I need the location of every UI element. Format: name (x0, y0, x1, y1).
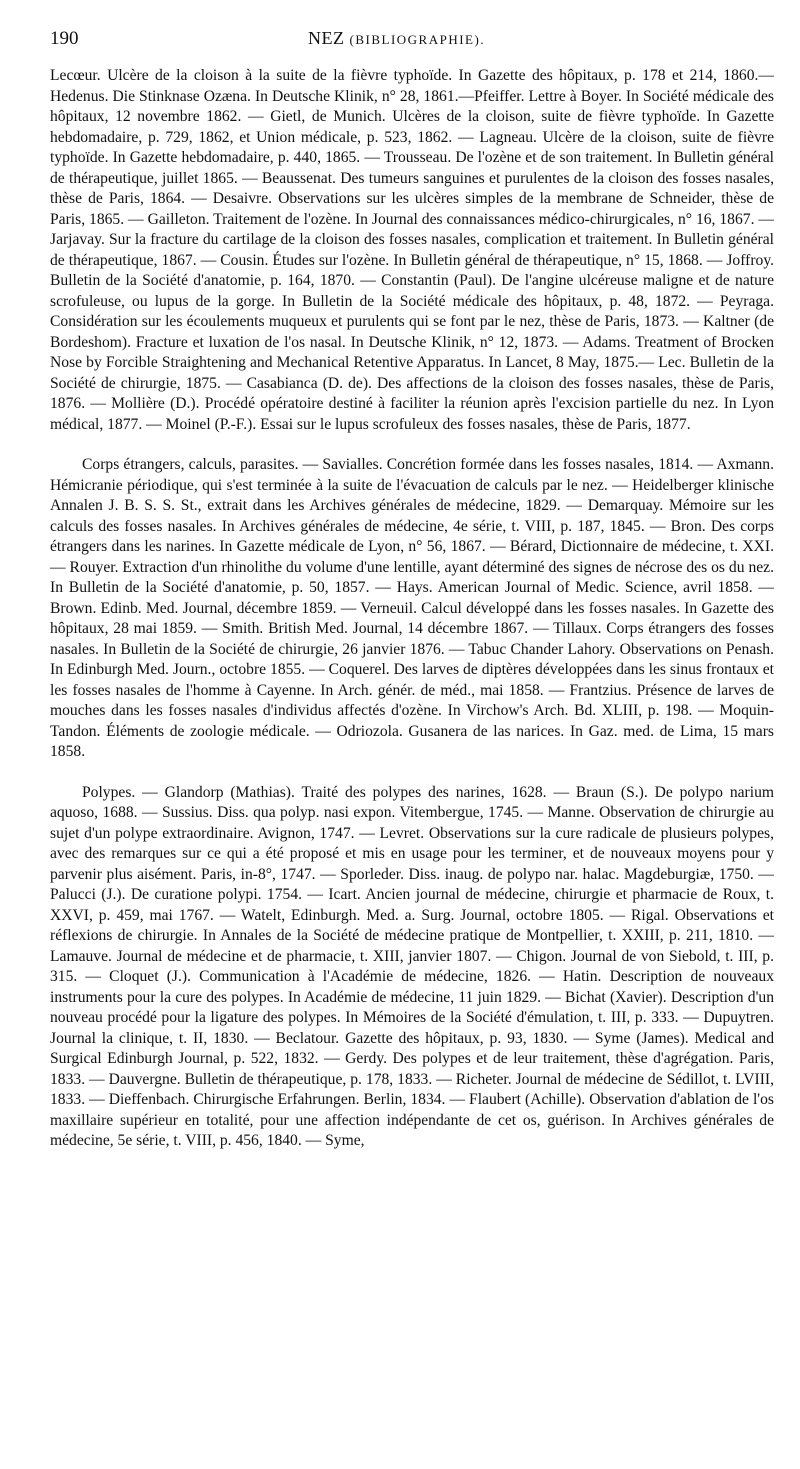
bibliography-paragraph-ulcers: Lecœur. Ulcère de la cloison à la suite de la fièvre typhoïde. In Gazette des hôpitaux, p. 178 et 214, 1860.—Hedenus. Die Stinknase Ozæna. In Deutsche Klinik, n° 28, 1861.—Pfeiffer. Lettre à Boyer. In Société médicale des hôpitaux, 12 novembre 1862. — Gietl, de Munich. Ulcères de la cloison, suite de fièvre typhoïde. In Gazette hebdomadaire, p. 729, 1862, et Union médicale, p. 523, 1862. — Lagneau. Ulcère de la cloison, suite de fièvre typhoïde. In Gazette hebdomadaire, p. 440, 1865. — Trousseau. De l'ozène et de son traitement. In Bulletin général de thérapeutique, juillet 1865. — Beaussenat. Des tumeurs sanguines et purulentes de la cloison des fosses nasales, thèse de Paris, 1864. — Desaivre. Observations sur les ulcères simples de la membrane de Schneider, thèse de Paris, 1865. — Gailleton. Traitement de l'ozène. In Journal des connaissances médico-chirurgicales, n° 16, 1867. — Jarjavay. Sur la fracture du cartilage de la cloison des fosses nasales, complication et traitement. In Bulletin général de thérapeutique, 1867. — Cousin. Études sur l'ozène. In Bulletin général de thérapeutique, n° 15, 1868. — Joffroy. Bulletin de la Société d'anatomie, p. 164, 1870. — Constantin (Paul). De l'angine ulcéreuse maligne et de nature scrofuleuse, ou lupus de la gorge. In Bulletin de la Société médicale des hôpitaux, p. 48, 1872. — Peyraga. Considération sur les écoulements muqueux et purulents qui se font par le nez, thèse de Paris, 1873. — Kaltner (de Bordeshom). Fracture et luxation de l'os nasal. In Deutsche Klinik, n° 12, 1873. — Adams. Treatment of Brocken Nose by Forcible Straightening and Mechanical Retentive Apparatus. In Lancet, 8 May, 1875.— Lec. Bulletin de la Société de chirurgie, 1875. — Casabianca (D. de). Des affections de la cloison des fosses nasales, thèse de Paris, 1876. — Mollière (D.). Procédé opératoire destiné à faciliter la réunion après l'excision partielle du nez. In Lyon médical, 1877. — Moinel (P.-F.). Essai sur le lupus scrofuleux des fosses nasales, thèse de Paris, 1877. (50, 67, 774, 433)
page-header (50, 28, 774, 58)
bibliography-paragraph-polyps: Polypes. — Glandorp (Mathias). Traité des polypes des narines, 1628. — Braun (S.). De polypo narium aquoso, 1688. — Sussius. Diss. qua polyp. nasi expon. Vitembergue, 1745. — Manne. Observation de chirurgie au sujet d'un polype extraordinaire. Avignon, 1747. — Levret. Observations sur la cure radicale de plusieurs polypes, avec des remarques sur ce qui a été proposé et mis en usage pour les terminer, et de nouveaux moyens pour y parvenir plus aisément. Paris, in-8°, 1747. — Sporleder. Diss. inaug. de polypo nar. halac. Magdeburgiæ, 1750. — Palucci (J.). De curatione polypi. 1754. — Icart. Ancien journal de médecine, chirurgie et pharmacie de Roux, t. XXVI, p. 459, mai 1767. — Watelt, Edinburgh. Med. a. Surg. Journal, octobre 1805. — Rigal. Observations et réflexions de chirurgie. In Annales de la Société de médecine pratique de Montpellier, t. XXIII, p. 211, 1810. — Lamauve. Journal de médecine et de pharmacie, t. XIII, janvier 1807. — Chigon. Journal de von Siebold, t. III, p. 315. — Cloquet (J.). Communication à l'Académie de médecine, 1826. — Hatin. Description de nouveaux instruments pour la cure des polypes. In Académie de médecine, 11 juin 1829. — Bichat (Xavier). Description d'un nouveau procédé pour la ligature des polypes. In Mémoires de la Société d'émulation, t. III, p. 333. — Dupuytren. Journal la clinique, t. II, 1830. — Beclatour. Gazette des hôpitaux, p. 93, 1830. — Syme (James). Medical and Surgical Edinburgh Journal, p. 522, 1832. — Gerdy. Des polypes et de leur traitement, thèse d'agrégation. Paris, 1833. — Dauvergne. Bulletin de thérapeutique, p. 178, 1833. — Richeter. Journal de médecine de Sédillot, t. LVIII, 1833. — Dieffenbach. Chirurgische Erfahrungen. Berlin, 1834. — Flaubert (Achille). Observation d'ablation de l'os maxillaire supérieur en totalité, pour une affection indépendante de cet os, guérison. In Archives générales de médecine, 5e série, t. VIII, p. 456, 1840. — Syme, (50, 783, 774, 1149)
running-title (308, 28, 485, 49)
page-number: 190 (50, 28, 79, 49)
running-title-main: NEZ (308, 28, 345, 48)
bibliography-paragraph-foreign-bodies: Corps étrangers, calculs, parasites. — Savialles. Concrétion formée dans les fosses nasales, 1814. — Axmann. Hémicranie périodique, qui s'est terminée à la suite de l'évacuation de calculs par le nez. — Heidelberger klinische Annalen J. B. S. S. St., extrait dans les Archives générales de médecine, 1829. — Demarquay. Mémoire sur les calculs des fosses nasales. In Archives générales de médecine, 4e série, t. VIII, p. 187, 1845. — Bron. Des corps étrangers dans les narines. In Gazette médicale de Lyon, n° 56, 1867. — Bérard, Dictionnaire de médecine, t. XXI. — Rouyer. Extraction d'un rhinolithe du volume d'une lentille, ayant déterminé des signes de nécrose des os du nez. In Bulletin de la Société d'anatomie, p. 50, 1857. — Hays. American Journal of Medic. Science, avril 1858. — Brown. Edinb. Med. Journal, décembre 1859. — Verneuil. Calcul développé dans les fosses nasales. In Gazette des hôpitaux, 28 mai 1859. — Smith. British Med. Journal, 14 décembre 1867. — Tillaux. Corps étrangers des fosses nasales. In Bulletin de la Société de chirurgie, 26 janvier 1876. — Tabuc Chander Lahory. Observations on Penash. In Edinburgh Med. Journ., octobre 1855. — Coquerel. Des larves de diptères développées dans les sinus frontaux et les fosses nasales de l'homme à Cayenne. In Arch. génér. de méd., mai 1858. — Frantzius. Présence de larves de mouches dans les fosses nasales d'individus affectés d'ozène. In Virchow's Arch. Bd. XLIII, p. 198. — Moquin-Tandon. Éléments de zoologie médicale. — Odriozola. Gusanera de las narices. In Gaz. med. de Lima, 15 mars 1858. (50, 456, 774, 760)
running-title-sub: (BIBLIOGRAPHIE). (349, 32, 486, 47)
